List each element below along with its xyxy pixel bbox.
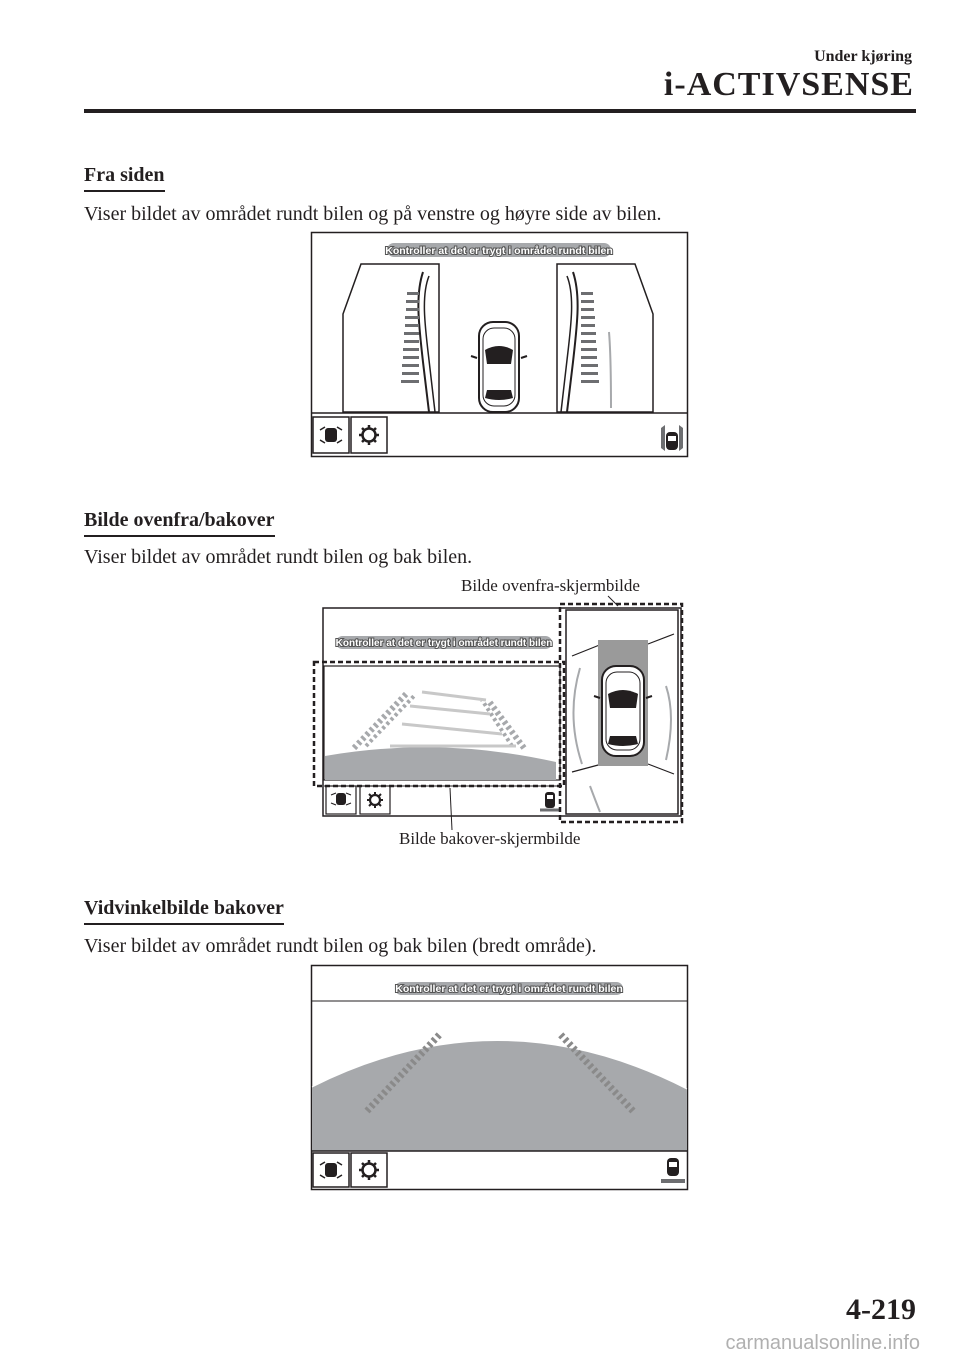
screen-top-rear-view xyxy=(310,596,686,828)
screen-banner-text: Kontroller at det er trygt i området rundt bilen xyxy=(395,983,623,995)
watermark: carmanualsonline.info xyxy=(725,1332,920,1354)
settings-button[interactable] xyxy=(360,786,390,814)
section-text-side-view: Viser bildet av området rundt bilen og på venstre og høyre side av bilen. xyxy=(84,203,662,225)
view-switch-button[interactable] xyxy=(326,786,356,814)
settings-button[interactable] xyxy=(351,417,387,453)
page-number: 4-219 xyxy=(846,1293,916,1326)
screen-banner-text: Kontroller at det er trygt i området rundt bilen xyxy=(335,638,553,649)
car-top-icon xyxy=(594,666,652,756)
section-title-top-rear-view: Bilde ovenfra/bakover xyxy=(84,509,275,537)
callout-top-view: Bilde ovenfra-skjermbilde xyxy=(461,576,640,595)
settings-button[interactable] xyxy=(351,1153,387,1187)
section-text-top-rear-view: Viser bildet av området rundt bilen og bak bilen. xyxy=(84,546,473,568)
screen-wide-rear-view xyxy=(311,965,689,1191)
section-text-wide-rear-view: Viser bildet av området rundt bilen og bak bilen (bredt område). xyxy=(84,935,597,957)
header-divider xyxy=(84,109,916,113)
car-top-icon xyxy=(471,322,527,412)
view-switch-button[interactable] xyxy=(313,417,349,453)
screen-side-view xyxy=(311,232,689,458)
view-switch-button[interactable] xyxy=(313,1153,349,1187)
screen-banner-text: Kontroller at det er trygt i området rundt bilen xyxy=(385,245,613,257)
page-title: i-ACTIVSENSE xyxy=(663,66,914,103)
chapter-label: Under kjøring xyxy=(814,48,912,65)
callout-rear-view: Bilde bakover-skjermbilde xyxy=(399,829,581,848)
section-title-side-view: Fra siden xyxy=(84,164,165,192)
section-title-wide-rear-view: Vidvinkelbilde bakover xyxy=(84,897,284,925)
